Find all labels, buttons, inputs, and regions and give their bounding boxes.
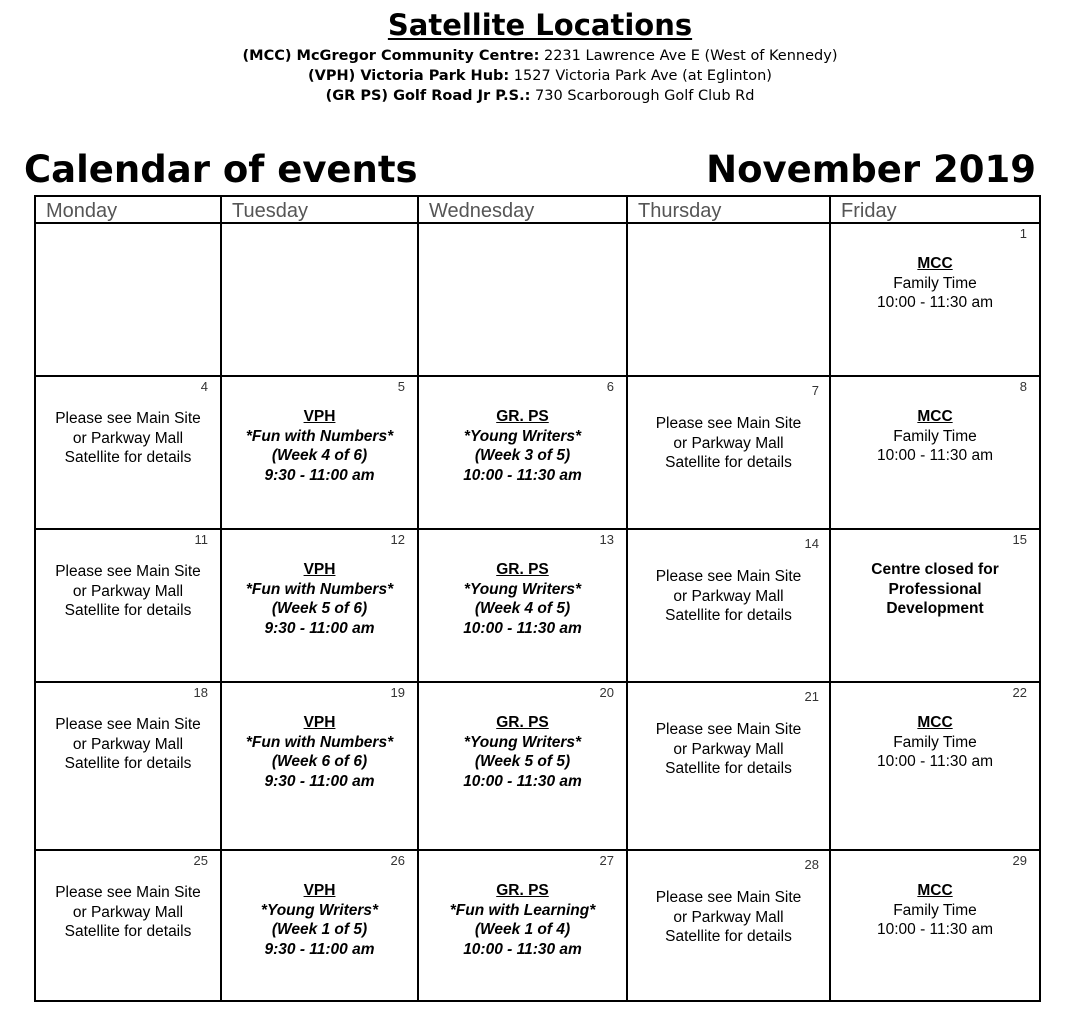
calendar-cell-nov-5 <box>222 377 419 530</box>
calendar-cell-empty <box>36 224 222 377</box>
closed-line: Development <box>886 600 984 617</box>
event-week: (Week 4 of 6) <box>271 447 368 464</box>
day-number: 18 <box>193 685 208 700</box>
location-mcc: (MCC) McGregor Community Centre: 2231 Lawrence Ave E (West of Kennedy) <box>242 48 838 64</box>
event-week: (Week 4 of 5) <box>474 600 571 617</box>
calendar-cell-nov-27 <box>419 851 628 1000</box>
day-header-friday: Friday <box>831 197 1039 224</box>
calendar-grid <box>34 195 1041 1002</box>
calendar-cell-nov-15 <box>831 530 1039 683</box>
info-note <box>36 715 220 774</box>
event-site: GR. PS <box>496 882 549 899</box>
page-title: Satellite Locations <box>387 8 693 42</box>
calendar-cell-empty <box>628 224 831 377</box>
day-header-monday: Monday <box>36 197 222 224</box>
info-line: or Parkway Mall <box>72 429 184 447</box>
event-name: Family Time <box>893 274 977 292</box>
program-event <box>419 713 626 791</box>
day-number: 6 <box>606 379 614 394</box>
day-number: 25 <box>193 853 208 868</box>
day-number: 12 <box>390 532 405 547</box>
info-line: Satellite for details <box>64 602 192 619</box>
program-event <box>222 407 417 485</box>
event-time: 9:30 - 11:00 am <box>264 940 375 958</box>
event-week: (Week 5 of 6) <box>271 600 368 617</box>
day-number: 28 <box>804 857 819 872</box>
event-time: 10:00 - 11:30 am <box>876 294 994 311</box>
event-time: 10:00 - 11:30 am <box>463 940 582 958</box>
program-event <box>222 881 417 959</box>
location-grps: (GR PS) Golf Road Jr P.S.: 730 Scarborough Golf Club Rd <box>325 88 755 104</box>
event-site: VPH <box>303 408 336 425</box>
calendar-cell-nov-25 <box>36 851 222 1000</box>
calendar-cell-nov-28 <box>628 851 831 1000</box>
day-header-thursday: Thursday <box>628 197 831 224</box>
event-site: GR. PS <box>496 561 549 578</box>
info-line: Please see Main Site <box>55 716 201 733</box>
day-number: 8 <box>1019 379 1027 394</box>
info-line: Satellite for details <box>665 928 792 945</box>
info-line: or Parkway Mall <box>673 587 784 605</box>
info-line: or Parkway Mall <box>673 434 784 452</box>
calendar-cell-nov-13 <box>419 530 628 683</box>
calendar-cell-nov-8 <box>831 377 1039 530</box>
info-line: Please see Main Site <box>655 568 802 585</box>
event-week: (Week 5 of 5) <box>474 753 571 770</box>
event-time: 10:00 - 11:30 am <box>876 447 994 464</box>
day-number: 15 <box>1012 532 1027 547</box>
day-number: 19 <box>390 685 405 700</box>
day-header-wednesday: Wednesday <box>419 197 628 224</box>
day-number: 11 <box>194 532 208 547</box>
calendar-cell-nov-11 <box>36 530 222 683</box>
event-name: Family Time <box>893 427 977 445</box>
day-number: 1 <box>1019 226 1027 241</box>
event-week: (Week 1 of 5) <box>271 921 368 938</box>
event-program: *Fun with Numbers* <box>245 580 394 598</box>
mcc-event <box>831 881 1039 940</box>
day-header-tuesday: Tuesday <box>222 197 419 224</box>
mcc-event <box>831 407 1039 466</box>
calendar-cell-nov-18 <box>36 683 222 851</box>
event-site: VPH <box>303 714 336 731</box>
event-site: MCC <box>917 255 953 272</box>
event-site: MCC <box>917 882 953 899</box>
event-time: 9:30 - 11:00 am <box>264 772 375 790</box>
info-note <box>36 883 220 942</box>
event-site: MCC <box>917 714 953 731</box>
day-number: 5 <box>397 379 405 394</box>
info-line: or Parkway Mall <box>72 903 184 921</box>
info-line: Satellite for details <box>665 760 792 777</box>
info-note <box>36 562 220 621</box>
calendar-cell-nov-14 <box>628 530 831 683</box>
info-note <box>628 414 829 473</box>
calendar-cell-nov-6 <box>419 377 628 530</box>
event-site: MCC <box>917 408 953 425</box>
day-number: 27 <box>599 853 614 868</box>
info-note <box>628 720 829 779</box>
day-number: 26 <box>390 853 405 868</box>
calendar-cell-nov-19 <box>222 683 419 851</box>
closed-line: Centre closed for <box>871 561 999 578</box>
info-note <box>36 409 220 468</box>
event-week: (Week 6 of 6) <box>271 753 368 770</box>
info-line: Please see Main Site <box>55 884 201 901</box>
event-program: *Fun with Numbers* <box>245 427 394 445</box>
location-vph: (VPH) Victoria Park Hub: 1527 Victoria Park Ave (at Eglinton) <box>308 68 772 84</box>
event-program: *Fun with Learning* <box>449 901 596 919</box>
info-line: or Parkway Mall <box>72 735 184 753</box>
info-line: or Parkway Mall <box>673 908 784 926</box>
info-line: Please see Main Site <box>55 410 201 427</box>
info-line: Satellite for details <box>64 449 192 466</box>
calendar-cell-nov-12 <box>222 530 419 683</box>
info-note <box>628 888 829 947</box>
event-time: 10:00 - 11:30 am <box>876 753 994 770</box>
satellite-locations-header <box>0 8 1080 106</box>
info-line: Satellite for details <box>665 454 792 471</box>
calendar-cell-nov-1 <box>831 224 1039 377</box>
event-time: 10:00 - 11:30 am <box>876 921 994 938</box>
event-name: Family Time <box>893 733 977 751</box>
day-number: 13 <box>599 532 614 547</box>
day-number: 29 <box>1012 853 1027 868</box>
event-time: 10:00 - 11:30 am <box>463 772 582 790</box>
event-site: GR. PS <box>496 714 549 731</box>
mcc-event <box>831 713 1039 772</box>
event-program: *Young Writers* <box>463 733 582 751</box>
calendar-cell-nov-21 <box>628 683 831 851</box>
event-week: (Week 3 of 5) <box>474 447 571 464</box>
event-time: 9:30 - 11:00 am <box>264 619 375 637</box>
mcc-event <box>831 254 1039 313</box>
day-number: 4 <box>200 379 208 394</box>
info-line: Satellite for details <box>64 755 192 772</box>
info-line: Please see Main Site <box>655 721 802 738</box>
program-event <box>419 881 626 959</box>
event-program: *Young Writers* <box>260 901 379 919</box>
calendar-cell-empty <box>222 224 419 377</box>
calendar-title: Calendar of events <box>24 148 418 191</box>
closed-notice <box>831 560 1039 619</box>
day-number: 20 <box>599 685 614 700</box>
program-event <box>419 560 626 638</box>
event-site: GR. PS <box>496 408 549 425</box>
info-line: Please see Main Site <box>55 563 201 580</box>
event-name: Family Time <box>893 901 977 919</box>
calendar-cell-nov-4 <box>36 377 222 530</box>
calendar-cell-nov-20 <box>419 683 628 851</box>
event-time: 10:00 - 11:30 am <box>463 466 582 484</box>
day-number: 7 <box>811 383 819 398</box>
day-number: 14 <box>804 536 819 551</box>
event-time: 10:00 - 11:30 am <box>463 619 582 637</box>
day-number: 21 <box>804 689 819 704</box>
event-program: *Fun with Numbers* <box>245 733 394 751</box>
program-event <box>222 713 417 791</box>
program-event <box>222 560 417 638</box>
event-program: *Young Writers* <box>463 580 582 598</box>
event-week: (Week 1 of 4) <box>474 921 571 938</box>
info-line: or Parkway Mall <box>72 582 184 600</box>
info-line: Please see Main Site <box>655 889 802 906</box>
info-line: Satellite for details <box>665 607 792 624</box>
info-line: or Parkway Mall <box>673 740 784 758</box>
calendar-cell-empty <box>419 224 628 377</box>
day-number: 22 <box>1012 685 1027 700</box>
event-site: VPH <box>303 882 336 899</box>
info-note <box>628 567 829 626</box>
info-line: Please see Main Site <box>655 415 802 432</box>
event-program: *Young Writers* <box>463 427 582 445</box>
calendar-cell-nov-7 <box>628 377 831 530</box>
calendar-month: November 2019 <box>706 148 1036 191</box>
calendar-cell-nov-22 <box>831 683 1039 851</box>
calendar-cell-nov-29 <box>831 851 1039 1000</box>
event-site: VPH <box>303 561 336 578</box>
event-time: 9:30 - 11:00 am <box>264 466 375 484</box>
closed-line: Professional <box>888 580 982 598</box>
calendar-cell-nov-26 <box>222 851 419 1000</box>
info-line: Satellite for details <box>64 923 192 940</box>
program-event <box>419 407 626 485</box>
